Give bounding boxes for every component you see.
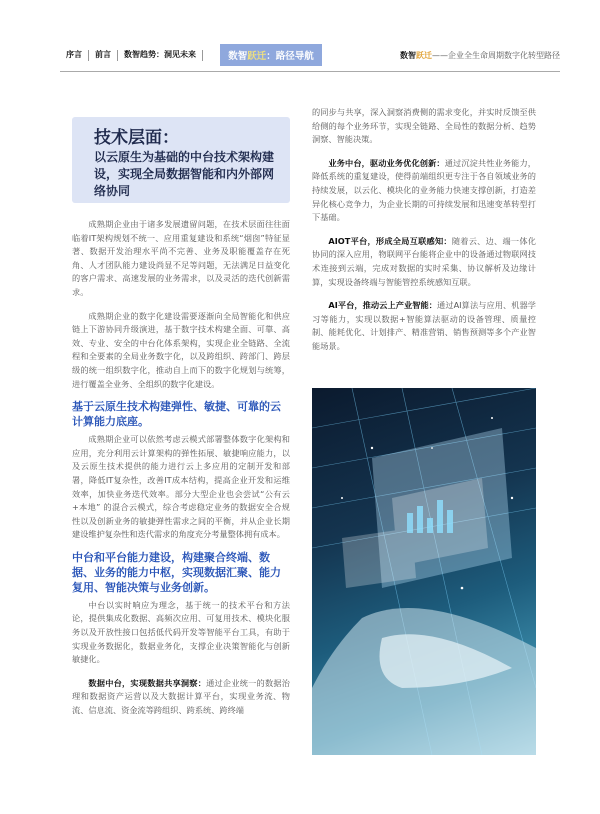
running-title: 数智跃迁——企业全生命周期数字化转型路径 (400, 51, 560, 60)
nav-bar (60, 46, 203, 64)
subheading: 基于云原生技术构建弹性、敏捷、可靠的云计算能力底座。 (72, 400, 281, 429)
section-subtitle: 以云原生为基础的中台技术架构建设，实现全局数据智能和内外部网络协同 (94, 150, 275, 198)
tech-illustration-graphic (312, 388, 536, 755)
nav-divider (202, 50, 203, 61)
right-column (312, 106, 536, 354)
nav-item-foreword[interactable]: 前言 (95, 50, 111, 59)
section-title: 技术层面： (94, 128, 179, 148)
paragraph: 业务中台，驱动业务优化创新：通过沉淀共性业务能力，降低系统的重复建设，使得前端组织更专注于各自领域业务的持续发展，以云化、模块化的业务能力快速支撑创新，打造差异化核心竞争力，为企业长期的可持续发展和迅速变革转型打下基础。 (312, 157, 536, 223)
paragraph: AI平台，推动云上产业智能：通过AI算法与应用、机器学习等能力，实现以数据+智能算法驱动的设备管理、质量控制、能耗优化、计划排产、精准营销、销售预测等多个产业智能场景。 (312, 300, 536, 351)
paragraph: 的同步与共享，深入洞察消费侧的需求变化，并实时反馈至供给侧的每个业务环节，实现全链路、全局性的数据分析、趋势洞察、智能决策。 (312, 107, 536, 145)
paragraph: 中台以实时响应为理念，基于统一的技术平台和方法论，提供集成化数据、高频次应用、可复用技术、模块化服务以及开放性接口包括低代码开发等智能平台工具，有助于实现业务数据化，数据业务化，支撑企业决策智能化与创新敏捷化。 (72, 599, 290, 665)
paragraph: AIOT平台，形成全局互联感知：随着云、边、端一体化协同的深入应用，物联网平台能将企业中的设备通过物联网技术连接到云端，完成对数据的实时采集、协议解析及边缘计算，实现设备终端与智能管控系统感知互联。 (312, 235, 536, 287)
paragraph: 数据中台，实现数据共享洞察：通过企业统一的数据治理和数据资产运营以及大数据计算平台，实现业务流、物流、信息流、资金流等跨组织、跨系统、跨终端 (72, 677, 290, 716)
nav-item-trends[interactable]: 数智趋势：洞见未来 (124, 50, 196, 59)
paragraph: 成熟期企业由于诸多发展遗留问题，在技术层面往往面临着IT架构规划不统一、应用重复建设和系统“烟囱”特征显著、数据开发治理水平尚不完善、业务及职能覆盖存在死角、人才团队能力建设尚显不足等问题，无法满足日益变化的客户需求、高速发展的业务需求，以及灵活的迭代创新需求。 (72, 219, 290, 297)
nav-item-active-path[interactable]: 数智 跃迁 ：路径导航 (220, 44, 322, 66)
nav-item-preface[interactable]: 序言 (66, 50, 82, 59)
header-divider (60, 71, 560, 72)
paragraph: 成熟期企业的数字化建设需要逐渐向全局智能化和供应链上下游协同升级演进，基于数字技术构建全面、可靠、高效、专业、安全的中台化体系架构，实现企业全链路、全流程和全要素的全局业务数字化，以及跨组织、跨部门、跨层级的统一组织数字化，推动自上而下的数字化规划与统筹，进行覆盖全业务、全组织的数字化建设。 (72, 310, 290, 389)
section-title-box (72, 117, 290, 203)
subheading: 中台和平台能力建设，构建聚合终端、数据、业务的能力中枢，实现数据汇聚、能力复用、智能决策与业务创新。 (72, 550, 281, 594)
paragraph: 成熟期企业可以依然考虑云模式部署整体数字化架构和应用，充分利用云计算架构的弹性拓展、敏捷响应能力，以及云原生技术提供的能力进行云上多应用的定制开发和部署，降低IT复杂性，改善IT成本结构，提高企业开发和运维效率，加快业务迭代效率。部分大型企业也会尝试“公有云+本地” 的混合云模式，综合考虑稳定业务的数据安全合规性以及创新业务的敏捷弹性需求之间的平衡，并从企业长期建设维护复杂性和迭代需求的角度充分考量整体拥有成本。 (72, 434, 290, 540)
tech-illustration (312, 388, 536, 755)
page-header (0, 0, 600, 72)
left-column (72, 218, 290, 718)
